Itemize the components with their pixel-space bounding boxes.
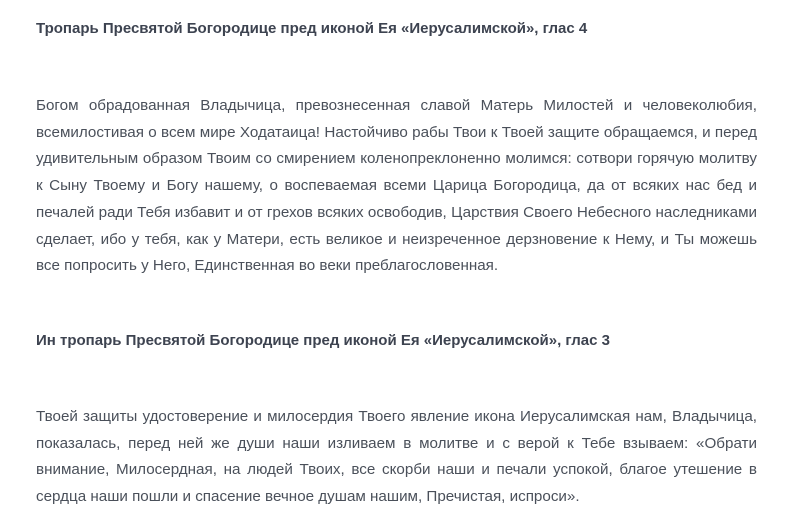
troparion-heading-tone-4: Тропарь Пресвятой Богородице пред иконой Ея «Иерусалимской», глас 4 — [36, 20, 588, 37]
troparion-text-tone-3: Твоей защиты удостоверение и милосердия Твоего явление икона Иерусалимская нам, Владычица, показалась, перед ней же души наши изливаем в молитве и с верой к Тебе взываем: «Обрати внимание, Милосердная, на людей Твоих, все скорби наши и печали успокой, благое утешение в сердца наши пошли и спасение вечное душам нашим, Пречистая, испроси». — [36, 408, 757, 506]
troparion-heading-tone-3: Ин тропарь Пресвятой Богородице пред иконой Ея «Иерусалимской», глас 3 — [36, 332, 611, 349]
troparion-text-tone-4: Богом обрадованная Владычица, превознесенная славой Матерь Милостей и человеколюбия, всемилостивая о всем мире Ходатаица! Настойчиво рабы Твои к Твоей защите обращаемся, и перед удивительным образом Твоим со смирением коленопреклоненно молимся: сотвори горячую молитву к Сыну Твоему и Богу нашему, о воспеваемая всеми Царица Богородица, да от всяких нас бед и печалей ради Тебя избавит и от грехов всяких освободив, Царствия Своего Небесного наследниками сделает, ибо у тебя, как у Матери, есть великое и неизреченное дерзновение к Нему, и Ты можешь все попросить у Него, Единственная во веки преблагословенная. — [36, 97, 757, 275]
